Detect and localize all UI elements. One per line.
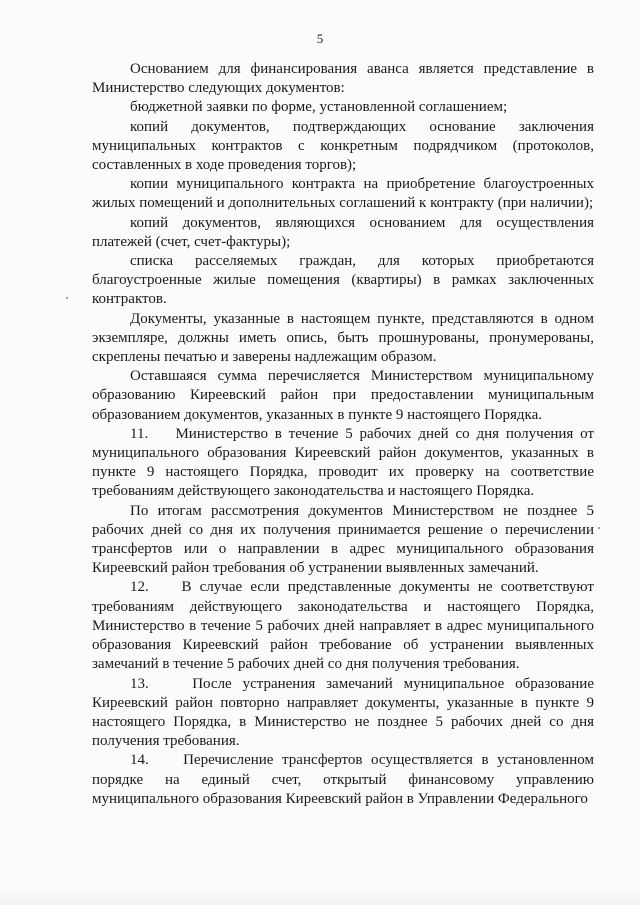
paragraph-item: копий документов, являющихся основанием для осуществления платежей (счет, счет-фактуры); <box>92 214 594 250</box>
paragraph-item: списка расселяемых граждан, для которых приобретаются благоустроенные жилые помещения (квартиры) в рамках заключенных контрактов. <box>92 253 594 308</box>
page-number: 5 <box>316 31 324 46</box>
paragraph-documents-format: Документы, указанные в настоящем пункте, представляются в одном экземпляре, должны иметь опись, быть прошнурованы, пронумерованы, скреплены печатью и заверены надлежащим образом. <box>92 310 594 366</box>
paragraph-clause-12: 12. В случае если представленные документы не соответствуют требованиям действующего законодательства и настоящего Порядка, Министерство в течение 5 рабочих дней направляет в адрес муниципального образования Киреевский район требование об устранении выявленных замечаний в течение 5 рабочих дней со дня получения требования. <box>92 579 594 673</box>
scan-speck <box>598 527 600 529</box>
paragraph-item: копии муниципального контракта на приобретение благоустроенных жилых помещений и дополнительных соглашений к контракту (при наличии); <box>92 176 594 212</box>
paragraph-clause-11: 11. Министерство в течение 5 рабочих дней со дня получения от муниципального образования Киреевский район документов, указанных в пункте 9 настоящего Порядка, проводит их проверку на соответствие требованиям действующего законодательства и настоящего Порядка. <box>92 425 594 500</box>
paragraph-item: бюджетной заявки по форме, установленной соглашением; <box>130 99 508 116</box>
paragraph-remaining-sum: Оставшаяся сумма перечисляется Министерством муниципальному образованию Киреевский район при предоставлении муниципальным образованием документов, указанных в пункте 9 настоящего Порядка. <box>92 368 594 423</box>
paragraph-clause-14: 14. Перечисление трансфертов осуществляется в установленном порядке на единый счет, открытый финансовому управлению муниципального образования Киреевский район в Управлении Федерального <box>92 752 594 807</box>
scan-speck <box>66 297 68 299</box>
paragraph-item: копий документов, подтверждающих основание заключения муниципальных контрактов с конкретным подрядчиком (протоколов, составленных в ходе проведения торгов); <box>92 118 594 174</box>
paragraph-intro: Основанием для финансирования аванса является представление в Министерство следующих документов: <box>92 61 594 97</box>
paragraph-review-result: По итогам рассмотрения документов Министерством не позднее 5 рабочих дней со дня их получения принимается решение о перечислении трансфертов или о направлении в адрес муниципального образования Киреевский район требования об устранении выявленных замечаний. <box>92 502 594 577</box>
scan-edge-shadow <box>0 891 640 905</box>
document-body <box>92 60 594 809</box>
paragraph-clause-13: 13. После устранения замечаний муниципальное образование Киреевский район повторно направляет документы, указанные в пункте 9 настоящего Порядка, в Министерство не позднее 5 рабочих дней со дня получения требования. <box>92 675 594 750</box>
